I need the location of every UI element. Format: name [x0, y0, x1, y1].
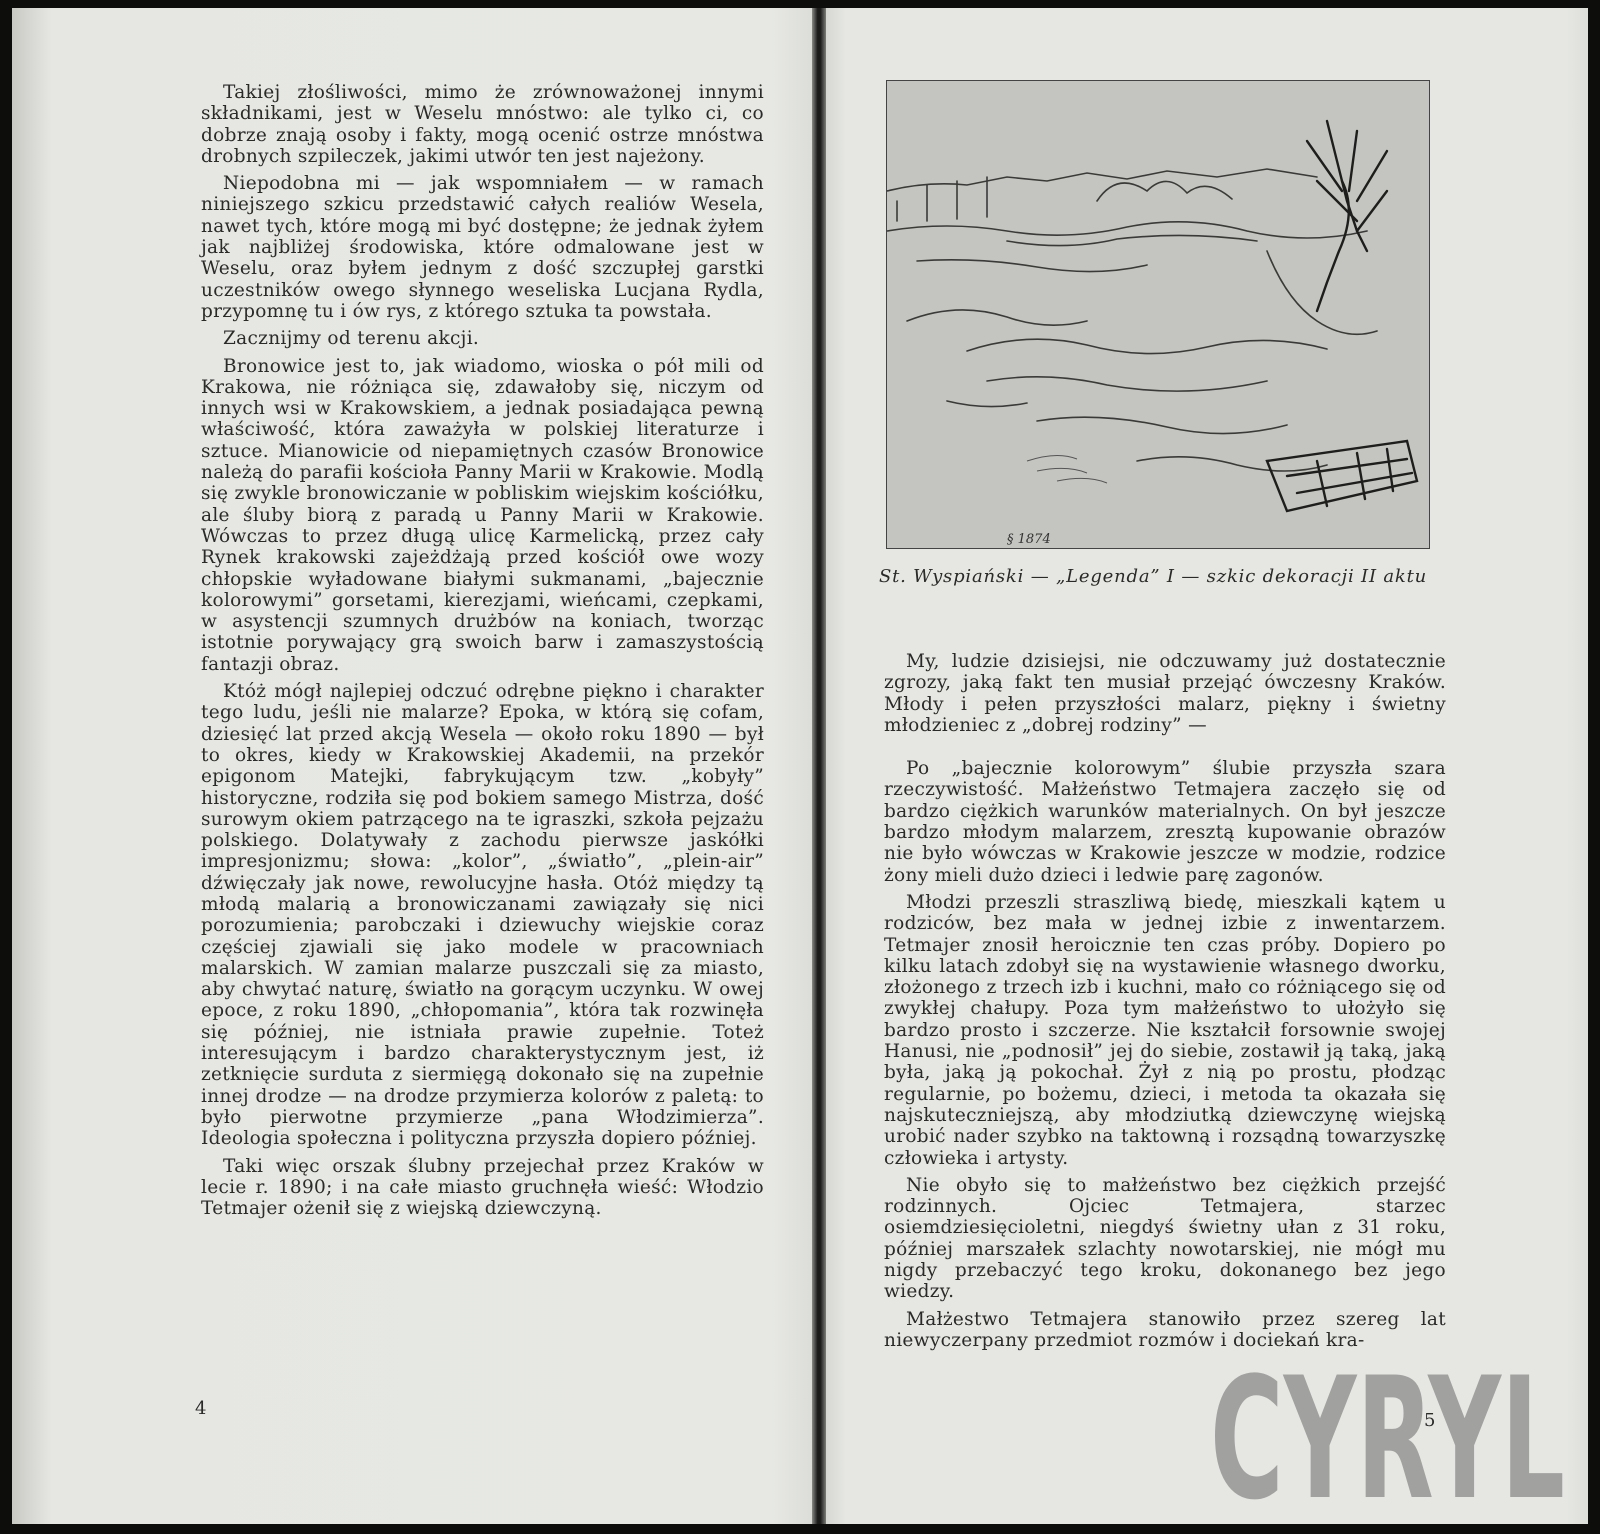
paragraph: Któż mógł najlepiej odczuć odrębne piękno i charakter tego ludu, jeśli nie malarze? Epoka, w którą się cofam, dziesięć lat przed akcją Wesela — około roku 1890 — był to okres, kiedy w Krakowskiej Akademii, na przekór epigonom Matejki, fabrykującym tzw. „kobyły” historyczne, rodziła się pod bokiem samego Mistrza, dość surowym okiem patrzącego na te igraszki, szkoła pejzażu polskiego. Dolatywały z zachodu pierwsze jaskółki impresjonizmu; słowa: „kolor”, „światło”, „plein-air” dźwięczały jak nowe, rewolucyjne hasła. Otóż między tą młodą malarią a bronowiczanami zawiązały się nici porozumienia; parobczaki i dziewuchy wiejskie coraz częściej zjawiali się jako modele w pracowniach malarskich. W zamian malarze puszczali się za miasto, aby chwytać naturę, światło na gorącym uczynku. W owej epoce, z roku 1890, „chłopomania”, która tak rozwinęła się później, nie istniała prawie zupełnie. Toteż interesującym i bardzo charakterystycznym jest, iż zetknięcie surduta z siermięgą dokonało się na zupełnie innej drodze — na drodze przymierza kolorów z paletą: to było pierwotne przymierze „pana Włodzimierza”. Ideologia społeczna i polityczna przyszła dopiero później.: [201, 681, 764, 1150]
paragraph: Młodzi przeszli straszliwą biedę, mieszkali kątem u rodziców, bez mała w jednej izbie z inwentarzem. Tetmajer znosił heroicznie ten czas próby. Dopiero po kilku latach zdobył się na wystawienie własnego dworku, złożonego z trzech izb i kuchni, mało co różniącego się od zwykłej chałupy. Poza tym małżeństwo to ułożyło się bardzo prosto i szczerze. Nie kształcił forsownie swojej Hanusi, nie „podnosił” jej do siebie, zostawił ją taką, jaką była, jaką ją pokochał. Żył z nią po prostu, płodząc regularnie, po bożemu, dzieci, i metoda ta okazała się najskuteczniejszą, aby młodziutką dziewczynę wiejską urobić nader szybko na taktowną i rozsądną towarzyszkę człowieka i artysty.: [884, 891, 1446, 1169]
paragraph: Nie obyło się to małżeństwo bez ciężkich przejść rodzinnych. Ojciec Tetmajera, starzec osiemdziesięcioletni, niegdyś świetny ułan z 31 roku, później marszałek szlachty nowotarskiej, nie mógł mu nigdy przebaczyć tego kroku, dokonanego bez jego wiedzy.: [884, 1174, 1446, 1303]
paragraph: Taki więc orszak ślubny przejechał przez Kraków w lecie r. 1890; i na całe miasto gruchnęła wieść: Włodzio Tetmajer ożenił się z wiejską dziewczyną.: [201, 1155, 764, 1220]
sketch-illustration: [886, 80, 1430, 549]
page-number-right: 5: [1424, 1410, 1436, 1431]
paragraph: Niepodobna mi — jak wspomniałem — w ramach niniejszego szkicu przedstawić całych realiów Wesela, nawet tych, które mogą mi być dostępne; że jednak żyłem jak najbliżej środowiska, które odmalowane jest w Weselu, oraz byłem jednym z dość szczupłej garstki uczestników owego słynnego weseliska Lucjana Rydla, przypomnę tu i ów rys, z którego sztuka ta powstała.: [201, 173, 764, 322]
paragraph: My, ludzie dzisiejsi, nie odczuwamy już dostatecznie zgrozy, jaką fakt ten musiał przejąć ówczesny Kraków. Młody i pełen przyszłości malarz, piękny i świetny młodzieniec z „dobrej rodziny” —: [884, 651, 1446, 736]
paragraph: Zacznijmy od terenu akcji.: [223, 328, 480, 350]
paragraph: Po „bajecznie kolorowym” ślubie przyszła szara rzeczywistość. Małżeństwo Tetmajera zaczęło się od bardzo ciężkich warunków materialnych. On był jeszcze bardzo młodym malarzem, zresztą kupowanie obrazów nie było wówczas w Krakowie jeszcze w modzie, rodzice żony mieli dużo dzieci i ledwie parę zagonów.: [884, 758, 1446, 886]
figure-caption: St. Wyspiański — „Legenda” I — szkic dekoracji II aktu: [878, 566, 1428, 587]
paragraph: Małżestwo Tetmajera stanowiło przez szereg lat niewyczerpany przedmiot rozmów i dociekań kra-: [884, 1308, 1446, 1351]
right-page-text: [884, 651, 1446, 1357]
left-page-text: [201, 82, 764, 1225]
paragraph: Bronowice jest to, jak wiadomo, wioska o pół mili od Krakowa, nie różniąca się, zdawałoby się, niczym od innych wsi w Krakowskiem, a jednak posiadająca pewną właściwość, która zaważyła w polskiej literaturze i sztuce. Mianowicie od niepamiętnych czasów Bronowice należą do parafii kościoła Panny Marii w Krakowie. Modlą się zwykle bronowiczanie w pobliskim wiejskim kościółku, ale śluby biorą z paradą u Panny Marii w Krakowie. Wówczas to przez długą ulicę Karmelicką, przez cały Rynek krakowski zajeżdżają przed kościół owe wozy chłopskie wyładowane białymi sukmanami, „bajecznie kolorowymi” gorsetami, kierezjami, wieńcami, czepkami, w asystencji szumnych drużbów na koniach, tworząc istotnie porywający grą swoich barw i zamaszystością fantazji obraz.: [201, 355, 764, 675]
watermark-logo: [1210, 1345, 1570, 1505]
book-gutter: [812, 8, 826, 1524]
right-page: [826, 8, 1588, 1524]
paragraph: Takiej złośliwości, mimo że zrównoważonej innymi składnikami, jest w Weselu mnóstwo: ale tylko ci, co dobrze znają osoby i fakty, mogą ocenić ostrze mnóstwa drobnych szpileczek, jakimi utwór ten jest najeżony.: [201, 82, 764, 167]
left-page: [12, 8, 812, 1524]
watermark-text: CYRYL: [1210, 1345, 1565, 1505]
page-number-left: 4: [195, 1398, 207, 1419]
sketch-inscription: § 1874: [1007, 532, 1051, 547]
